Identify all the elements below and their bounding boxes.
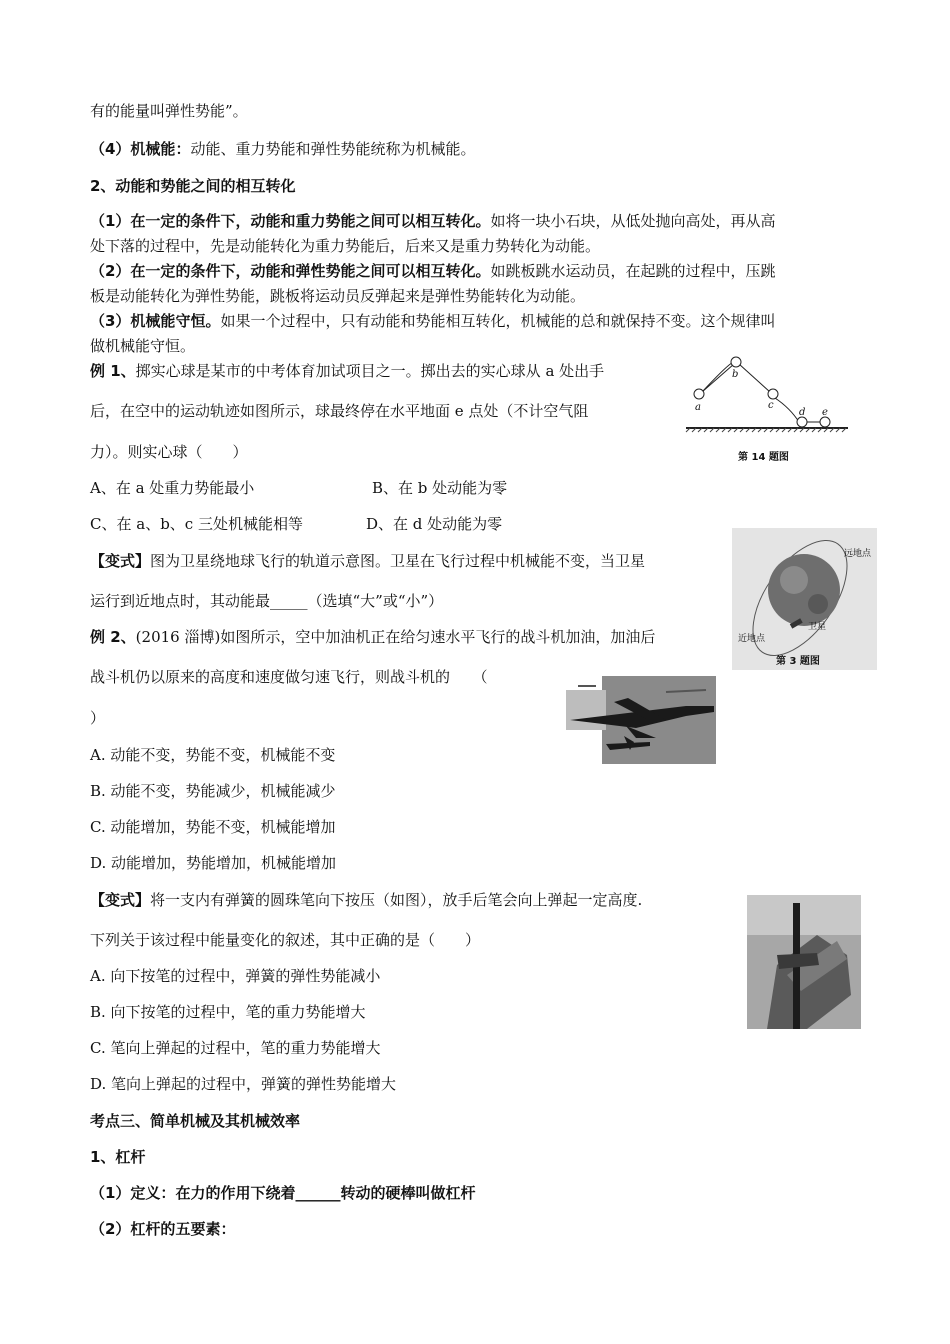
pen-press-figure [747,895,861,1029]
point-label: e [822,407,828,418]
text-line: 板是动能转化为弹性势能，跳板将运动员反弹起来是弹性势能转化为动能。 [90,287,586,305]
bold-term: （2）在一定的条件下，动能和弹性势能之间可以相互转化。 [90,262,491,280]
question-line [90,360,604,382]
satellite-label: 卫星 [808,622,827,632]
option-a: A、在 a 处重力势能最小 [90,479,255,497]
text-span: 图为卫星绕地球飞行的轨道示意图。卫星在飞行过程中机械能不变，当卫星 [150,552,646,570]
text-span: 如果一个过程中，只有动能和势能相互转化，机械能的总和就保持不变。这个规律叫 [220,312,776,330]
variant-label: 【变式】 [90,891,151,909]
question-line: ） [90,709,106,727]
variant-label: 【变式】 [90,552,151,570]
question-line: 力）。则实心球（ ） [90,443,248,461]
question-line: 下列关于该过程中能量变化的叙述，其中正确的是（ ） [90,931,481,949]
definition-line: （1）定义：在力的作用下绕着______转动的硬棒叫做杠杆 [90,1184,476,1202]
bold-term: （1）在一定的条件下，动能和重力势能之间可以相互转化。 [90,212,491,230]
option-d: D. 动能增加，势能增加，机械能增加 [90,854,337,872]
text-span: 如将一块小石块，从低处抛向高处，再从高 [490,212,776,230]
text-span: 将一支内有弹簧的圆珠笔向下按压（如图），放手后笔会向上弹起一定高度. [150,891,643,909]
question-line [90,626,655,648]
text-line: 有的能量叫弹性势能”。 [90,102,248,120]
question-line: 后，在空中的运动轨迹如图所示，球最终停在水平地面 e 点处（不计空气阻 [90,402,589,420]
option-c: C、在 a、b、c 三处机械能相等 [90,515,303,533]
text-span: 掷实心球是某市的中考体育加试项目之一。掷出去的实心球从 a 处出手 [135,362,605,380]
option-b: B、在 b 处动能为零 [372,479,508,497]
trajectory-figure [682,352,852,470]
option-c: C. 笔向上弹起的过程中，笔的重力势能增大 [90,1039,381,1057]
definition-line: （2）杠杆的五要素： [90,1220,236,1238]
subsection-heading: 1、杠杆 [90,1148,146,1166]
option-d: D、在 d 处动能为零 [366,515,503,533]
figure-caption: 第 3 题图 [776,656,820,667]
option-a: A. 动能不变，势能不变，机械能不变 [90,746,336,764]
option-d: D. 笔向上弹起的过程中，弹簧的弹性势能增大 [90,1075,397,1093]
text-line [90,310,775,332]
perigee-label: 近地点 [738,634,766,644]
question-line: 战斗机仍以原来的高度和速度做匀速飞行，则战斗机的 （ [90,668,488,686]
example-label: 例 2、 [90,628,136,646]
text-line [90,138,475,160]
apogee-label: 远地点 [844,549,872,559]
option-b: B. 向下按笔的过程中，笔的重力势能增大 [90,1003,366,1021]
option-c: C. 动能增加，势能不变，机械能增加 [90,818,336,836]
text-line [90,210,775,232]
text-span: (2016 淄博)如图所示，空中加油机正在给匀速水平飞行的战斗机加油，加油后 [135,628,656,646]
section-heading: 2、动能和势能之间的相互转化 [90,177,296,195]
text-line [90,260,775,282]
text-line: 处下落的过程中，先是动能转化为重力势能后，后来又是重力势转化为动能。 [90,237,601,255]
question-line [90,889,642,911]
figure-caption: 第 14 题图 [738,452,789,463]
text-span: 如跳板跳水运动员，在起跳的过程中，压跳 [490,262,776,280]
point-label: c [768,400,774,411]
text-line: 做机械能守恒。 [90,337,196,355]
option-a: A. 向下按笔的过程中，弹簧的弹性势能减小 [90,967,381,985]
point-label: d [799,407,806,418]
bold-term: （4）机械能： [90,140,191,158]
question-line: 运行到近地点时，其动能最_____（选填“大”或“小”） [90,592,444,610]
bold-term: （3）机械能守恒。 [90,312,221,330]
refueling-aircraft-figure [566,676,716,764]
point-label: b [732,369,739,380]
satellite-orbit-figure [732,528,877,670]
section-heading: 考点三、简单机械及其机械效率 [90,1112,301,1130]
question-line [90,550,645,572]
point-label: a [695,402,701,413]
option-b: B. 动能不变，势能减少，机械能减少 [90,782,336,800]
example-label: 例 1、 [90,362,136,380]
text-span: 动能、重力势能和弹性势能统称为机械能。 [190,140,476,158]
